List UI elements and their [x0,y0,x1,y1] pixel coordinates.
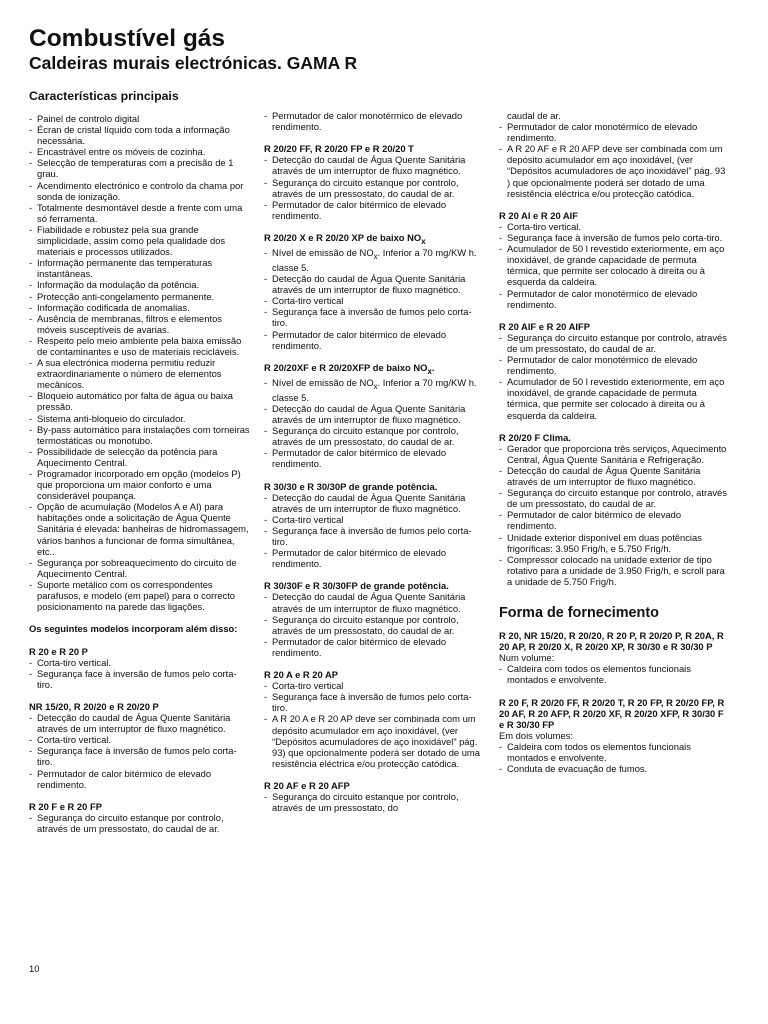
list-item: - Programador incorporado em opção (modelos P) que proporciona um maior conforto e uma considerável poupança. [29,468,251,501]
section-title: NR 15/20, R 20/20 e R 20/20 P [29,700,159,712]
supply-one-volume [499,630,731,685]
list-item: - Acendimento electrónico e controlo da chama por sonda de ionização. [29,180,251,202]
section-list [499,741,731,774]
list-item: - Compressor colocado na unidade exterior de tipo rotativo para a unidade de 3.950 Frig/h, e scroll para a unidade de 5.750 Frig/h. [499,554,731,587]
list-item: - Informação da modulação da potência. [29,279,251,290]
supply-heading: Forma de fornecimento [499,605,659,622]
continued-text: caudal de ar. [507,110,561,121]
list-item: - By-pass automático para instalações com torneiras termostáticas ou monotubo. [29,424,251,446]
lead-list [264,110,486,132]
main-features-heading: Características principais [29,89,179,103]
list-item: - Detecção do caudal de Água Quente Sanitária através de um interruptor de fluxo magnético. [264,492,486,514]
section-clima [499,432,731,587]
list-item: - A R 20 A e R 20 AP deve ser combinada com um depósito acumulador em aço inoxidável, (ver “Depósitos acumuladores de aço inoxidável” pág. 93) que opcionalmente poderá ser dotado de uma resistência eléctrica e/ou protecção catódica. [264,713,486,768]
list-item: - Écran de cristal líquido com toda a informação necessária. [29,124,251,146]
section-list [29,812,251,834]
supply-intro: Num volume: [499,652,555,664]
title-end: . [431,361,435,373]
nox-suffix: . Inferior a 70 mg/KW h. classe 5. [272,376,477,403]
main-features-list [29,113,251,612]
list-item: - Segurança face à inversão de fumos pelo corta-tiro. [499,232,731,243]
title-sub: x [427,366,432,376]
section-title: R 20/20 FF, R 20/20 FP e R 20/20 T [264,143,414,155]
column-2 [264,110,486,813]
list-item: - Caldeira com todos os elementos funcionais montados e envolvente. [499,663,731,685]
list-item: - Permutador de calor monotérmico de elevado rendimento. [499,354,731,376]
list-item: - Permutador de calor monotérmico de elevado rendimento. [499,121,731,143]
list-item: - Acumulador de 50 l revestido exteriormente, em aço inoxidável, de grande capacidade de permuta térmica, que permite ser colocado à direita ou à esquerda da caldeira. [499,243,731,287]
list-item: - Permutador de calor bitérmico de elevado rendimento. [264,329,486,351]
section-list [264,492,486,570]
section-list [264,591,486,658]
list-item: - Corta-tiro vertical [264,514,486,525]
section-title: R 20 A e R 20 AP [264,669,338,681]
section-list [29,657,251,690]
list-item: - Segurança face à inversão de fumos pelo corta-tiro. [264,525,486,547]
section-title: R 20 AF e R 20 AFP [264,780,350,792]
list-item: - Segurança face à inversão de fumos pelo corta-tiro. [264,691,486,713]
section-title: R 30/30 e R 30/30P de grande potência. [264,480,438,492]
list-item: - Permutador de calor bitérmico de elevado rendimento. [264,447,486,469]
nox-sub: x [373,381,378,391]
section-r20aif [499,321,731,421]
section-r20f [29,801,251,834]
section-list [264,377,486,403]
list-item: - Permutador de calor bitérmico de elevado rendimento. [264,547,486,569]
lead-list [499,121,731,199]
title-text: R 20/20 X e R 20/20 XP de baixo NO [264,232,422,244]
list-item: - Sistema anti-bloqueio do circulador. [29,413,251,424]
list-item: - Permutador de calor bitérmico de elevado rendimento. [29,768,251,790]
list-item: - Corta-tiro vertical [264,680,486,691]
list-item: - Acumulador de 50 l revestido exteriormente, em aço inoxidável, de grande capacidade de permuta térmica, que permite ser colocado à direita ou à esquerda da caldeira. [499,376,731,420]
section-nr1520 [29,701,251,790]
title-sub: x [421,236,426,246]
list-item: - Segurança do circuito estanque por controlo, através de um pressostato, do caudal de ar. [499,332,731,354]
list-item: - Totalmente desmontável desde a frente com uma só ferramenta. [29,202,251,224]
list-item: - Corta-tiro vertical. [29,734,251,745]
section-title: R 30/30F e R 30/30FP de grande potência. [264,580,449,592]
list-item: - Permutador de calor bitérmico de elevado rendimento. [264,199,486,221]
list-item: - Segurança do circuito estanque por controlo, através de um pressostato, do caudal de ar. [29,812,251,834]
list-item: - Segurança por sobreaquecimento do circuito de Aquecimento Central. [29,557,251,579]
section-list [264,403,486,470]
list-item: - Caldeira com todos os elementos funcionais montados e envolvente. [499,741,731,763]
list-item: - Gerador que proporciona três serviços, Aquecimento Central, Água Quente Sanitária e Refrigeração. [499,443,731,465]
page-subtitle: Caldeiras murais electrónicas. GAMA R [29,53,358,73]
section-r20af [264,780,486,813]
section-list [264,791,486,813]
page-title: Combustível gás [29,25,226,52]
section-list [264,247,486,273]
section-r20ai [499,210,731,310]
list-item: - Suporte metálico com os correspondentes parafusos, e modelo (em papel) para o correcto posicionamento na parede das ligações. [29,579,251,612]
section-title: R 20/20 F Clima. [499,431,571,443]
section-list [499,332,731,421]
list-item: - Detecção do caudal de Água Quente Sanitária através de um interruptor de fluxo magnético. [264,273,486,295]
list-item: - Conduta de evacuação de fumos. [499,763,731,774]
section-list [264,154,486,221]
nox-prefix: Nível de emissão de NO [272,247,374,258]
list-item: - Detecção do caudal de Água Quente Sanitária através de um interruptor de fluxo magnético. [264,403,486,425]
list-item: - A sua electrónica moderna permitiu reduzir extraordinariamente o número de elementos mecânicos. [29,357,251,390]
section-r2020xf [264,362,486,470]
section-list [499,443,731,587]
section-title: R 20 AI e R 20 AIF [499,209,579,221]
list-item: - Permutador de calor bitérmico de elevado rendimento. [264,636,486,658]
list-item: - Bloqueio automático por falta de água ou baixa pressão. [29,390,251,412]
list-item: - Segurança do circuito estanque por controlo, através de um pressostato, do caudal de ar. [264,177,486,199]
models-intro: Os seguintes modelos incorporam além disso: [29,623,238,635]
list-item: - Ausência de membranas, filtros e elementos móveis susceptíveis de avarias. [29,313,251,335]
column-1 [29,89,251,845]
list-item: - Protecção anti-congelamento permanente. [29,291,251,302]
section-r3030 [264,481,486,570]
nox-sub: x [373,251,378,261]
list-item: - Permutador de calor monotérmico de elevado rendimento. [264,110,486,132]
list-item [264,377,486,403]
list-item: - Painel de controlo digital [29,113,251,124]
list-item: - Segurança do circuito estanque por controlo, através de um pressostato, do [264,791,486,813]
section-list [499,221,731,310]
section-title: R 20, NR 15/20, R 20/20, R 20 P, R 20/20 P, R 20A, R 20 AP, R 20/20 X, R 20/20 XP, R 30/30 e R 30/30 P [499,630,724,653]
list-item: - A R 20 AF e R 20 AFP deve ser combinada com um depósito acumulador em aço inoxidável, (ver “Depósitos acumuladores de aço inoxidável” pág. 93 ) que opcionalmente poderá ser dotado de uma resistência eléctrica e/ou protecção catódica. [499,143,731,198]
section-r20a [264,669,486,769]
list-item: - Respeito pelo meio ambiente pela baixa emissão de contaminantes e uso de materiais recicláveis. [29,335,251,357]
section-title [264,362,486,377]
section-title: R 20 F e R 20 FP [29,800,102,812]
list-item: - Segurança face à inversão de fumos pelo corta-tiro. [29,745,251,767]
list-item: - Unidade exterior disponível em duas potências frigoríficas: 3.950 Frig/h, e 5.750 Frig/h. [499,532,731,554]
section-r3030f [264,580,486,658]
list-item: - Permutador de calor monotérmico de elevado rendimento. [499,288,731,310]
supply-intro: Em dois volumes: [499,729,573,741]
list-item: - Detecção do caudal de Água Quente Sanitária através de um interruptor de fluxo magnético. [499,465,731,487]
nox-suffix: . Inferior a 70 mg/KW h. classe 5. [272,247,477,273]
column-3 [499,110,731,774]
section-title: R 20 e R 20 P [29,645,88,657]
section-r2020ff [264,143,486,221]
section-list [264,273,486,351]
supply-two-volumes [499,697,731,775]
section-list [499,663,731,685]
list-item: - Corta-tiro vertical. [499,221,731,232]
list-item: - Permutador de calor bitérmico de elevado rendimento. [499,509,731,531]
nox-prefix: Nível de emissão de NO [272,376,374,388]
list-item: - Informação codificada de anomalias. [29,302,251,313]
list-item: - Selecção de temperaturas com a precisão de 1 grau. [29,157,251,179]
title-text: R 20/20XF e R 20/20XFP de baixo NO [264,361,428,373]
list-item: - Informação permanente das temperaturas instantâneas. [29,257,251,279]
list-item: - Segurança face à inversão de fumos pelo corta-tiro. [264,306,486,328]
page-number: 10 [29,963,40,974]
section-title: R 20 F, R 20/20 FF, R 20/20 T, R 20 FP, R 20/20 FP, R 20 AF, R 20 AFP, R 20/20 XF, R 20/20 XFP, R 30/30 F e R 30/30 FP [499,696,725,730]
list-item: - Segurança do circuito estanque por controlo, através de um pressostato, do caudal de ar. [499,487,731,509]
section-list [29,712,251,790]
list-item: - Detecção do caudal de Água Quente Sanitária através de um interruptor de fluxo magnético. [264,591,486,613]
list-item: - Segurança do circuito estanque por controlo, através de um pressostato, do caudal de ar. [264,425,486,447]
list-item [264,247,486,273]
list-item: - Detecção do caudal de Água Quente Sanitária através de um interruptor de fluxo magnético. [29,712,251,734]
list-item: - Detecção do caudal de Água Quente Sanitária através de um interruptor de fluxo magnético. [264,154,486,176]
section-title: R 20 AIF e R 20 AIFP [499,320,590,332]
section-list [264,680,486,769]
section-title [264,232,486,247]
list-item: - Possibilidade de selecção da potência para Aquecimento Central. [29,446,251,468]
list-item: - Opção de acumulação (Modelos A e AI) para habitações onde a solicitação de Água Quente Sanitária é elevada: banheiras de hidromassagem, vários banhos a funcionar de forma simultânea, etc.. [29,501,251,556]
section-r2020x [264,232,486,351]
list-item: - Encastrável entre os móveis de cozinha. [29,146,251,157]
list-item: - Segurança face à inversão de fumos pelo corta-tiro. [29,668,251,690]
list-item: - Fiabilidade e robustez pela sua grande simplicidade, assim como pela qualidade dos materiais e processos utilizados. [29,224,251,257]
list-item: - Segurança do circuito estanque por controlo, através de um pressostato, do caudal de ar. [264,614,486,636]
section-r20 [29,646,251,690]
list-item: - Corta-tiro vertical [264,295,486,306]
list-item: - Corta-tiro vertical. [29,657,251,668]
